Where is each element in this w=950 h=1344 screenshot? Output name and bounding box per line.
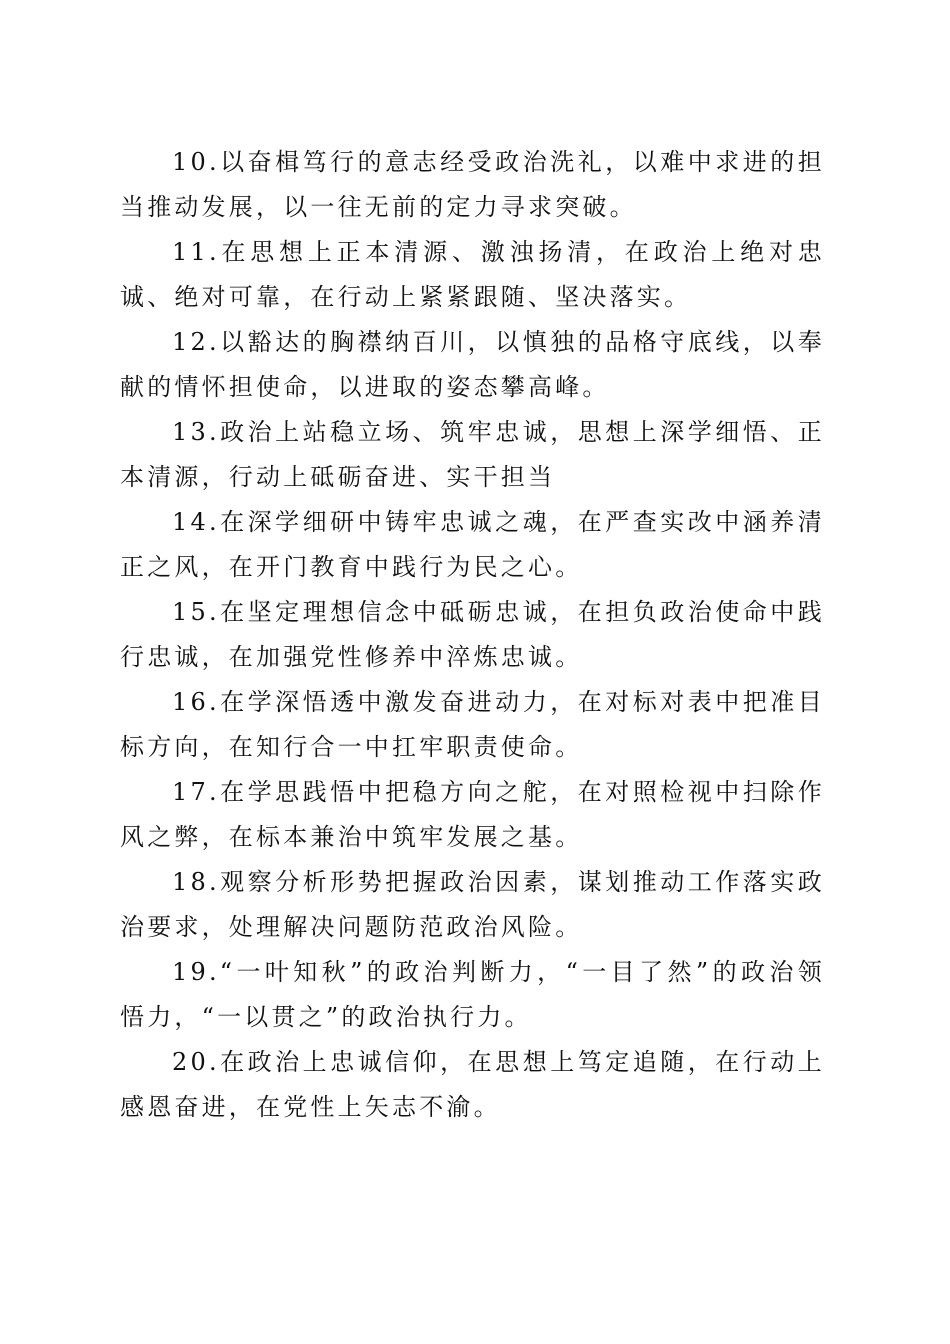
paragraph-16: 16.在学深悟透中激发奋进动力，在对标对表中把准目标方向，在知行合一中扛牢职责使命。 (120, 688, 825, 761)
paragraph-17: 17.在学思践悟中把稳方向之舵，在对照检视中扫除作风之弊，在标本兼治中筑牢发展之基。 (120, 778, 825, 851)
paragraph-15: 15.在坚定理想信念中砥砺忠诚，在担负政治使命中践行忠诚，在加强党性修养中淬炼忠诚。 (120, 598, 825, 671)
paragraph-11: 11.在思想上正本清源、激浊扬清，在政治上绝对忠诚、绝对可靠，在行动上紧紧跟随、坚决落实。 (120, 238, 825, 311)
paragraph-19: 19.“一叶知秋”的政治判断力，“一目了然”的政治领悟力，“一以贯之”的政治执行力。 (120, 958, 825, 1031)
paragraph-20: 20.在政治上忠诚信仰，在思想上笃定追随，在行动上感恩奋进，在党性上矢志不渝。 (120, 1048, 825, 1121)
paragraph-14: 14.在深学细研中铸牢忠诚之魂，在严查实改中涵养清正之风，在开门教育中践行为民之心。 (120, 508, 825, 581)
paragraph-12: 12.以豁达的胸襟纳百川，以慎独的品格守底线，以奉献的情怀担使命，以进取的姿态攀高峰。 (120, 328, 825, 401)
paragraph-13: 13.政治上站稳立场、筑牢忠诚，思想上深学细悟、正本清源，行动上砥砺奋进、实干担当 (120, 418, 825, 491)
paragraph-10: 10.以奋楫笃行的意志经受政治洗礼，以难中求进的担当推动发展，以一往无前的定力寻求突破。 (120, 148, 825, 221)
document-body (120, 140, 825, 1130)
paragraph-18: 18.观察分析形势把握政治因素，谋划推动工作落实政治要求，处理解决问题防范政治风险。 (120, 868, 825, 941)
